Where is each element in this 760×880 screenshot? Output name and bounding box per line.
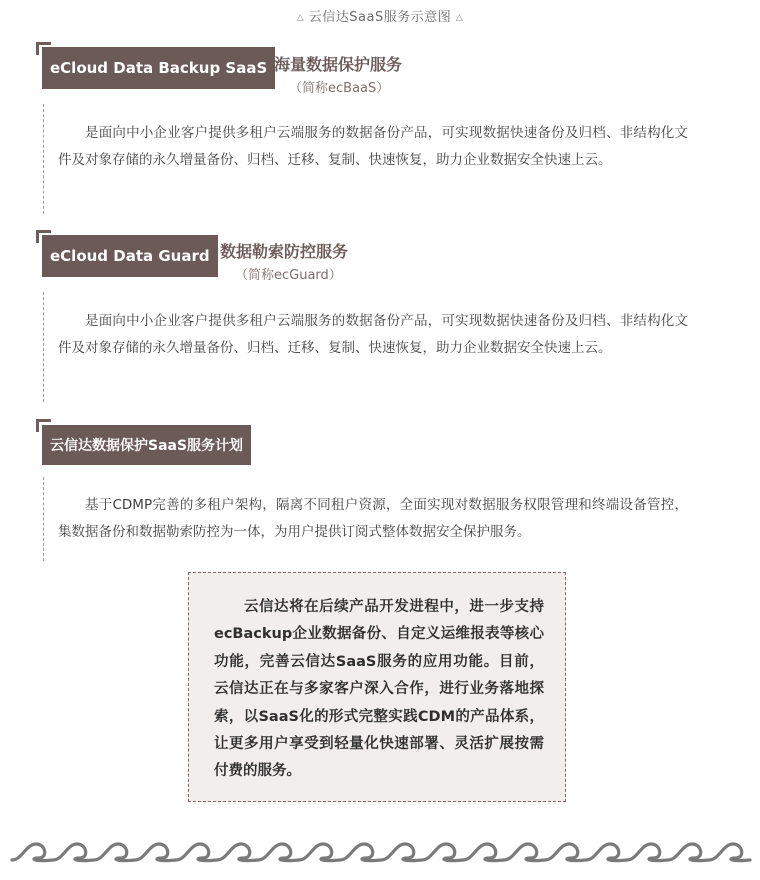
note-text: 云信达将在后续产品开发进程中，进一步支持ecBackup企业数据备份、自定义运维报表等核心功能，完善云信达SaaS服务的应用功能。目前，云信达正在与多家客户深入合作，进行业务落地探索，以SaaS化的形式完整实践CDM的产品体系，让更多用户享受到轻量化快速部署、灵活扩展按需付费的服务。 — [214, 599, 544, 780]
section-abbr: （简称ecGuard） — [235, 268, 342, 283]
section-ecguard — [36, 230, 726, 405]
dashed-divider — [43, 104, 44, 214]
section-body: 是面向中小企业客户提供多租户云端服务的数据备份产品，可实现数据快速备份及归档、非结构化文件及对象存储的永久增量备份、归档、迁移、复制、快速恢复，助力企业数据安全快速上云。 — [58, 313, 688, 356]
section-title-side — [274, 52, 402, 96]
section-title-cn: 海量数据保护服务 — [274, 55, 403, 74]
section-saas-plan — [36, 419, 726, 564]
section-body: 基于CDMP完善的多租户架构，隔离不同租户资源，全面实现对数据服务权限管理和终端设备管控，集数据备份和数据勒索防控为一体，为用户提供订阅式整体数据安全保护服务。 — [58, 497, 688, 540]
section-title-cn: 数据勒索防控服务 — [220, 242, 349, 261]
dashed-divider — [43, 292, 44, 402]
section-abbr: （简称ecBaaS） — [289, 81, 390, 96]
section-title-side — [220, 239, 348, 283]
highlight-note-box — [188, 572, 566, 802]
triangle-up-icon: △ — [455, 13, 464, 23]
section-body: 是面向中小企业客户提供多租户云端服务的数据备份产品，可实现数据快速备份及归档、非结构化文件及对象存储的永久增量备份、归档、迁移、复制、快速恢复，助力企业数据安全快速上云。 — [58, 125, 688, 168]
image-caption — [0, 6, 760, 25]
coil-divider-icon — [0, 834, 760, 874]
section-ecbaas — [36, 42, 726, 217]
section-title: 云信达数据保护SaaS服务计划 — [42, 425, 251, 465]
caption-text: 云信达SaaS服务示意图 — [308, 10, 452, 25]
section-title-en: eCloud Data Backup SaaS — [42, 47, 275, 89]
section-title-en: eCloud Data Guard — [42, 235, 218, 277]
dashed-divider — [43, 477, 44, 561]
triangle-up-icon: △ — [296, 13, 305, 23]
